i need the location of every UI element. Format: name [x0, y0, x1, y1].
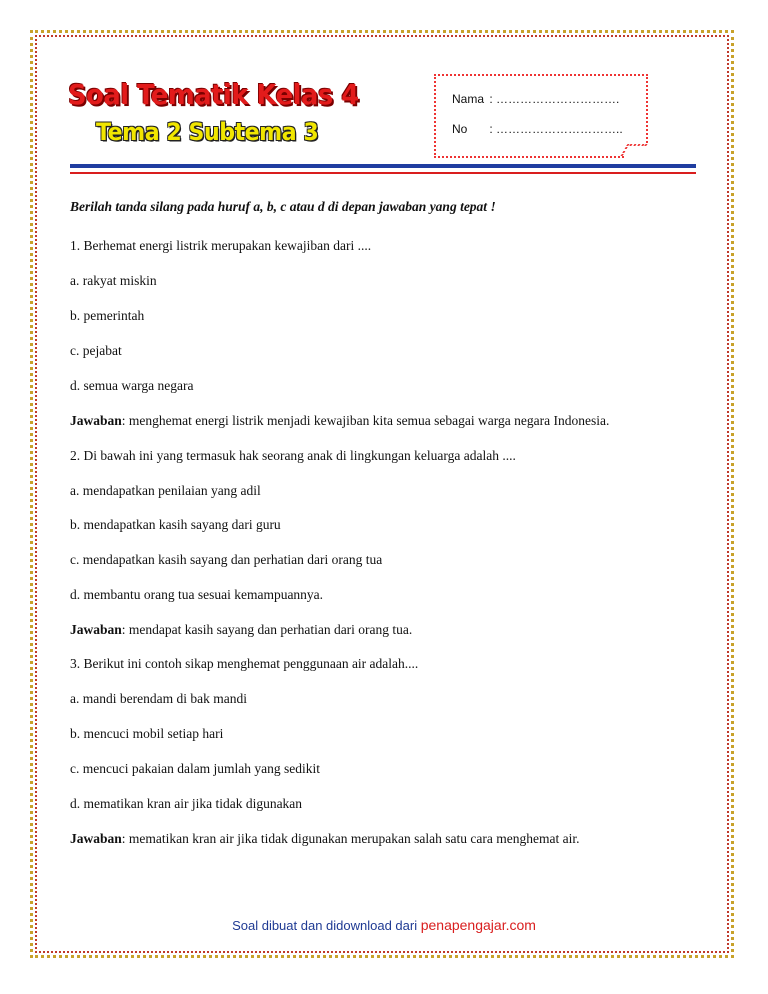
question-1-option-d: d. semua warga negara: [70, 378, 194, 393]
footer-site-link[interactable]: penapengajar.com: [420, 917, 536, 933]
question-2-option-c: c. mendapatkan kasih sayang dan perhatian dari orang tua: [70, 552, 383, 567]
name-value: : ………………………….: [489, 92, 620, 106]
question-2: 2. Di bawah ini yang termasuk hak seorang anak di lingkungan keluarga adalah ....: [70, 448, 516, 463]
divider-blue: [70, 164, 696, 168]
divider-red: [70, 172, 696, 174]
answer-text: : mendapat kasih sayang dan perhatian dari orang tua.: [121, 622, 413, 637]
footer: [0, 917, 768, 933]
number-value: : …………………………..: [489, 122, 623, 136]
question-1: 1. Berhemat energi listrik merupakan kewajiban dari ....: [70, 238, 372, 253]
question-1-option-a: a. rakyat miskin: [70, 273, 157, 288]
name-label: Nama: [452, 92, 485, 106]
question-3-answer: [70, 831, 579, 847]
number-label: No: [452, 122, 468, 136]
question-2-option-b: b. mendapatkan kasih sayang dari guru: [70, 517, 281, 532]
name-field: [452, 92, 619, 106]
answer-label: Jawaban: [70, 622, 122, 637]
instruction-text: Berilah tanda silang pada huruf a, b, c atau d di depan jawaban yang tepat !: [70, 199, 496, 214]
student-info-box: [434, 74, 648, 158]
question-3-option-c: c. mencuci pakaian dalam jumlah yang sedikit: [70, 761, 321, 776]
answer-text: : menghemat energi listrik menjadi kewajiban kita semua sebagai warga negara Indonesia.: [121, 413, 610, 428]
question-3-option-a: a. mandi berendam di bak mandi: [70, 691, 247, 706]
question-3-option-d: d. mematikan kran air jika tidak digunakan: [70, 796, 303, 811]
question-2-option-d: d. membantu orang tua sesuai kemampuannya.: [70, 587, 324, 602]
question-2-option-a: a. mendapatkan penilaian yang adil: [70, 483, 261, 498]
answer-text: : mematikan kran air jika tidak digunakan merupakan salah satu cara menghemat air.: [121, 831, 580, 846]
question-1-option-b: b. pemerintah: [70, 308, 145, 323]
answer-label: Jawaban: [70, 413, 122, 428]
answer-label: Jawaban: [70, 831, 122, 846]
footer-text: Soal dibuat dan didownload dari: [232, 918, 421, 933]
question-1-option-c: c. pejabat: [70, 343, 122, 358]
title-line-1: Soal Tematik Kelas 4: [68, 78, 359, 111]
title-line-2: Tema 2 Subtema 3: [96, 118, 319, 146]
question-3: 3. Berikut ini contoh sikap menghemat penggunaan air adalah....: [70, 656, 419, 671]
number-field: [452, 122, 623, 136]
question-3-option-b: b. mencuci mobil setiap hari: [70, 726, 224, 741]
question-1-answer: [70, 413, 609, 429]
question-2-answer: [70, 622, 412, 638]
page-curl-decoration: [626, 144, 648, 158]
